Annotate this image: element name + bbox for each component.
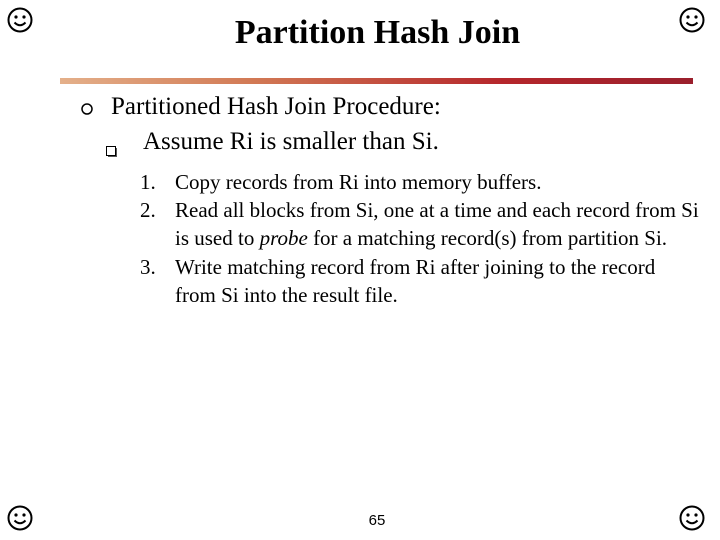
- emphasis-text: probe: [259, 226, 308, 251]
- step-text: Write matching record from Ri after joining to the record from Si into the result file.: [175, 254, 656, 307]
- step-text: Copy records from Ri into memory buffers.: [175, 170, 542, 194]
- numbered-steps-list: [140, 168, 700, 309]
- step-number: 1.: [140, 170, 156, 194]
- hollow-circle-bullet-icon: [80, 102, 94, 121]
- smiley-face-icon: [6, 504, 34, 532]
- list-item: [140, 196, 700, 252]
- smiley-face-icon: [678, 504, 706, 532]
- shadowed-square-bullet-icon: [106, 145, 118, 157]
- list-item: [140, 253, 700, 309]
- step-number: 2.: [140, 198, 156, 223]
- step-number: 3.: [140, 254, 156, 279]
- main-bullet-text: Partitioned Hash Join Procedure:: [111, 93, 441, 120]
- title-divider: [60, 78, 693, 84]
- page-number: 65: [368, 512, 386, 529]
- step-text-after: for a matching record(s) from partition Si.: [307, 226, 668, 251]
- sub-bullet-text: Assume Ri is smaller than Si.: [143, 128, 439, 155]
- step-text: [175, 196, 700, 252]
- list-item: [140, 168, 700, 196]
- step-text-before: Read all blocks from Si, one at a time and each record from Si is used to: [175, 198, 699, 251]
- slide-title: Partition Hash Join: [234, 14, 521, 51]
